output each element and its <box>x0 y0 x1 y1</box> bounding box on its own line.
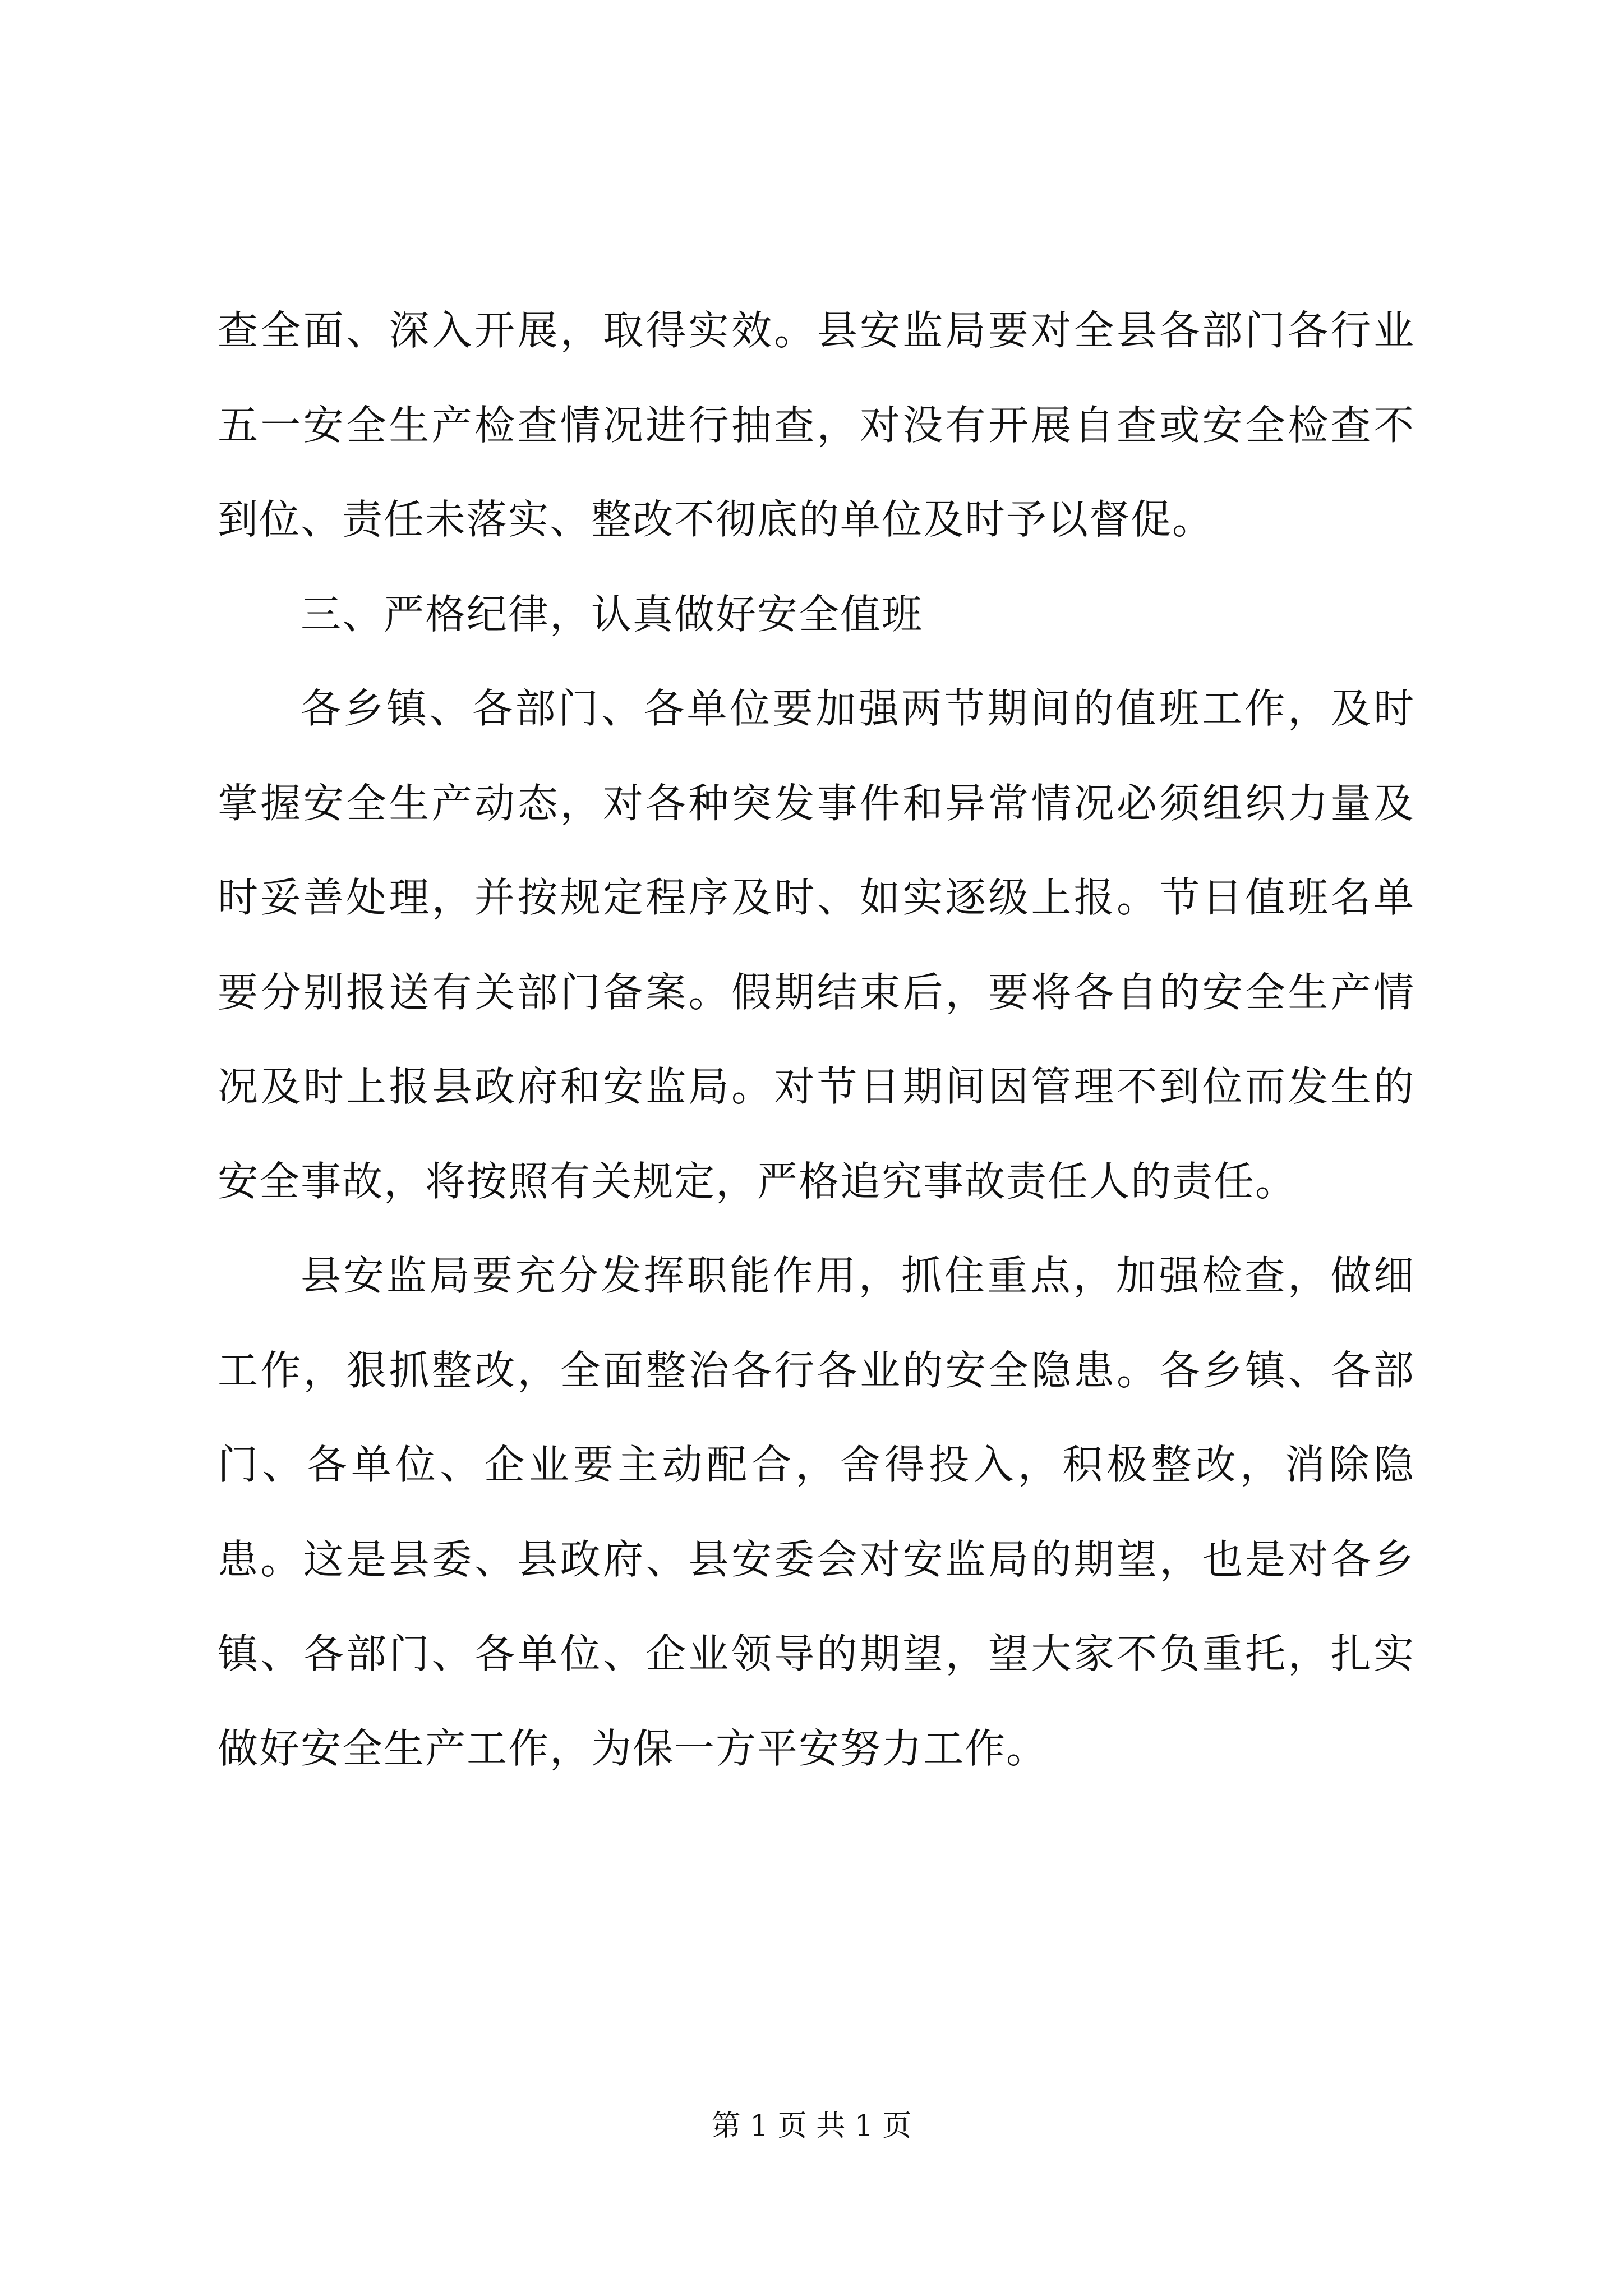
paragraph-duty: 各乡镇、各部门、各单位要加强两节期间的值班工作，及时掌握安全生产动态，对各种突发事件和异常情况必须组织力量及时妥善处理，并按规定程序及时、如实逐级上报。节日值班名单要分别报送有关部门备案。假期结束后，要将各自的安全生产情况及时上报县政府和安监局。对节日期间因管理不到位而发生的安全事故，将按照有关规定，严格追究事故责任人的责任。 <box>218 685 1415 1205</box>
document-body <box>218 283 1415 1796</box>
page-number-footer: 第 1 页 共 1 页 <box>711 2109 912 2143</box>
section-heading: 三、严格纪律，认真做好安全值班 <box>301 590 924 638</box>
paragraph-supervision: 县安监局要充分发挥职能作用，抓住重点，加强检查，做细工作，狠抓整改，全面整治各行各业的安全隐患。各乡镇、各部门、各单位、企业要主动配合，舍得投入，积极整改，消除隐患。这是县委、县政府、县安委会对安监局的期望，也是对各乡镇、各部门、各单位、企业领导的期望，望大家不负重托，扎实做好安全生产工作，为保一方平安努力工作。 <box>218 1252 1415 1772</box>
paragraph-continuation: 查全面、深入开展，取得实效。县安监局要对全县各部门各行业五一安全生产检查情况进行抽查，对没有开展自查或安全检查不到位、责任未落实、整改不彻底的单位及时予以督促。 <box>218 307 1415 543</box>
